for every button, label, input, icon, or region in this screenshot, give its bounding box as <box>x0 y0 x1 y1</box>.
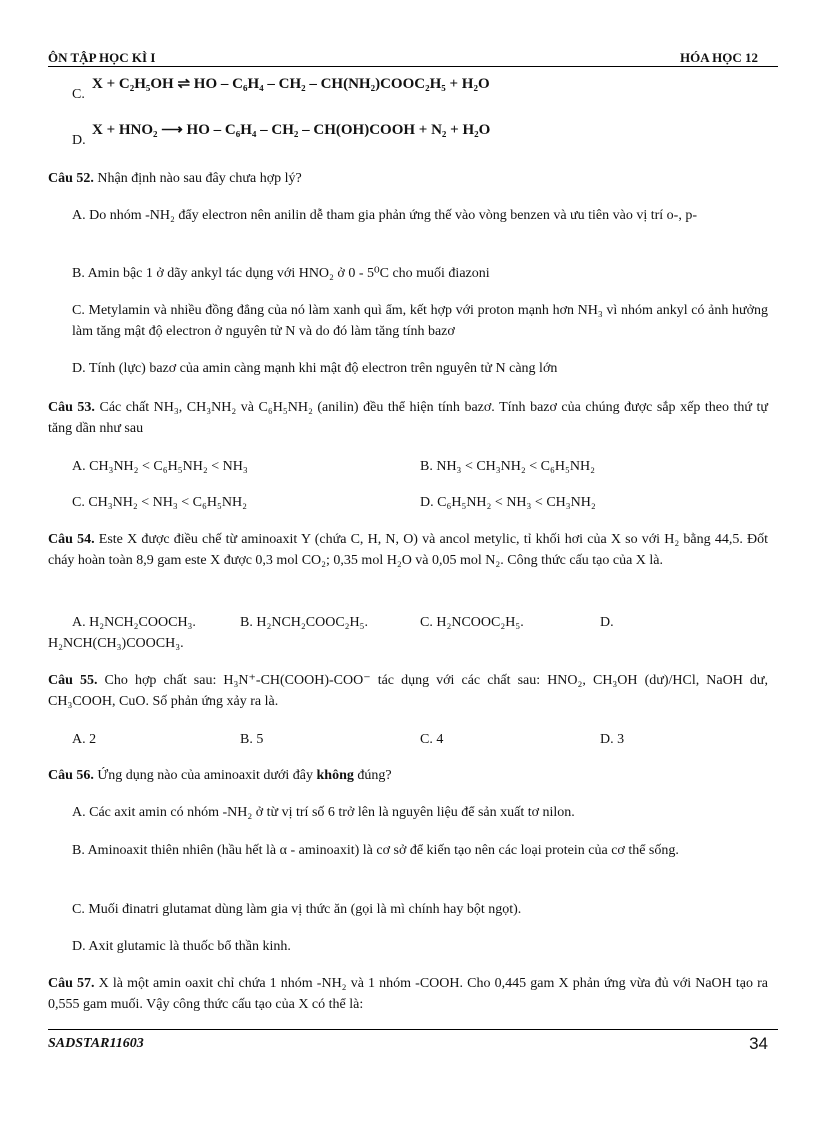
question-text: Este X được điều chế từ aminoaxit Y (chứa C, H, N, O) và ancol metylic, tỉ khối hơi của X so với H₂ bằng 44,5. Đốt cháy hoàn toàn 8,9 gam este X được 0,3 mol CO₂; 0,35 mol H₂O và 0,05 mol N₂. Công thức cấu tạo của X là. <box>48 532 768 568</box>
q54-option-c: C. H₂NCOOC₂H₅. <box>420 615 524 630</box>
page-number: 34 <box>749 1034 768 1053</box>
question-text: Các chất NH₃, CH₃NH₂ và C₆H₅NH₂ (anilin) đều thể hiện tính bazơ. Tính bazơ của chúng được sắp xếp theo thứ tự tăng dần như sau <box>48 400 768 436</box>
question-number: Câu 57. <box>48 976 95 991</box>
q54-option-a: A. H₂NCH₂COOCH₃. <box>72 615 196 630</box>
question-text: Cho hợp chất sau: H₃N⁺-CH(COOH)-COO⁻ tác dụng với các chất sau: HNO₂, CH₃OH (dư)/HCl, NaOH dư, CH₃COOH, CuO. Số phản ứng xảy ra là. <box>48 673 768 709</box>
q52-option-b: B. Amin bậc 1 ở dãy ankyl tác dụng với HNO₂ ở 0 - 5⁰C cho muối điazoni <box>72 266 490 281</box>
question-number: Câu 53. <box>48 400 95 415</box>
question-text-emphasis: không <box>316 768 354 783</box>
q56-option-a: A. Các axit amin có nhóm -NH₂ ở từ vị trí số 6 trở lên là nguyên liệu để sản xuất tơ nilon. <box>72 805 575 820</box>
q55-option-a: A. 2 <box>72 732 97 747</box>
q55-option-b: B. 5 <box>240 732 264 747</box>
question-55 <box>48 670 768 712</box>
header-divider <box>48 66 778 67</box>
footer-code: SADSTAR11603 <box>48 1036 144 1051</box>
equation-c-label: C. <box>72 87 85 102</box>
q53-option-b: B. NH₃ < CH₃NH₂ < C₆H₅NH₂ <box>420 459 595 474</box>
equation-d-label: D. <box>72 133 86 148</box>
question-number: Câu 56. <box>48 768 94 783</box>
q53-option-a: A. CH₃NH₂ < C₆H₅NH₂ < NH₃ <box>72 459 248 474</box>
q56-option-c: C. Muối đinatri glutamat dùng làm gia vị thức ăn (gọi là mì chính hay bột ngọt). <box>72 902 522 917</box>
q56-option-d: D. Axit glutamic là thuốc bổ thần kinh. <box>72 939 291 954</box>
q53-option-d: D. C₆H₅NH₂ < NH₃ < CH₃NH₂ <box>420 495 596 510</box>
q54-option-d-label: D. <box>600 615 614 630</box>
question-57 <box>48 973 768 1015</box>
header-subject: HÓA HỌC 12 <box>679 50 758 65</box>
question-text: X là một amin oaxit chỉ chứa 1 nhóm -NH₂ và 1 nhóm -COOH. Cho 0,445 gam X phản ứng vừa đủ với NaOH tạo ra 0,555 gam muối. Vậy công thức cấu tạo của X có thể là: <box>48 976 768 1012</box>
q53-option-c: C. CH₃NH₂ < NH₃ < C₆H₅NH₂ <box>72 495 247 510</box>
q52-option-d: D. Tính (lực) bazơ của amin càng mạnh khi mật độ electron trên nguyên tử N càng lớn <box>72 361 558 376</box>
question-text: Nhận định nào sau đây chưa hợp lý? <box>97 171 302 186</box>
q56-option-b: B. Aminoaxit thiên nhiên (hầu hết là α - aminoaxit) là cơ sở để kiến tạo nên các loại protein của cơ thể sống. <box>72 843 679 858</box>
question-53 <box>48 397 768 439</box>
question-text-pre: Ứng dụng nào của aminoaxit dưới đây <box>97 768 313 783</box>
q54-option-b: B. H₂NCH₂COOC₂H₅. <box>240 615 369 630</box>
q54-option-d-text: H₂NCH(CH₃)COOCH₃. <box>48 636 184 651</box>
question-54 <box>48 529 768 571</box>
q52-option-c: C. Metylamin và nhiều đồng đẳng của nó làm xanh quì ẩm, kết hợp với proton mạnh hơn NH₃ vì nhóm ankyl có ảnh hưởng làm tăng mật độ electron ở nguyên tử N và do đó làm tăng tính bazơ <box>72 303 768 339</box>
question-text-post: đúng? <box>357 768 392 783</box>
equation-c-text: X + C₂H₅OH ⇌ HO – C₆H₄ – CH₂ – CH(NH₂)COOC₂H₅ + H₂O <box>92 76 490 92</box>
question-number: Câu 52. <box>48 171 94 186</box>
question-number: Câu 55. <box>48 673 98 688</box>
equation-d-text: X + HNO₂ ⟶ HO – C₆H₄ – CH₂ – CH(OH)COOH + N₂ + H₂O <box>92 122 491 138</box>
question-56 <box>48 765 768 786</box>
q52-option-a: A. Do nhóm -NH₂ đẩy electron nên anilin dễ tham gia phản ứng thế vào vòng benzen và ưu tiên vào vị trí o-, p- <box>72 208 698 223</box>
q55-option-d: D. 3 <box>600 732 625 747</box>
q55-option-c: C. 4 <box>420 732 444 747</box>
header-title: ÔN TẬP HỌC KÌ I <box>48 50 156 65</box>
question-52 <box>48 168 768 189</box>
question-number: Câu 54. <box>48 532 95 547</box>
footer-divider <box>48 1029 778 1030</box>
